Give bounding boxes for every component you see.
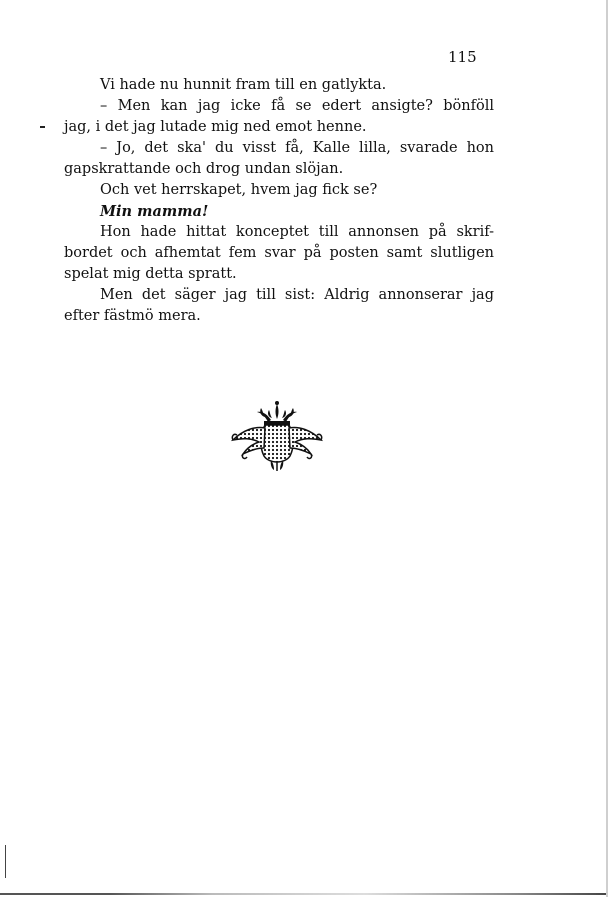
text-line: spelat mig detta spratt.: [64, 266, 237, 282]
text-line: jag, i det jag lutade mig ned emot henne.: [64, 119, 367, 135]
text-line: – Jo, det ska' du visst få, Kalle lilla, svarade hon: [100, 140, 494, 156]
text-line: bordet och afhemtat fem svar på posten samt slutligen: [64, 245, 494, 261]
text-line: Vi hade nu hunnit fram till en gatlykta.: [100, 77, 387, 93]
body-text: [64, 75, 494, 327]
scan-edge-left: [5, 845, 6, 878]
scan-edge-bottom: [0, 893, 608, 895]
text-line: efter fästmö mera.: [64, 308, 201, 324]
page-number: 115: [448, 48, 477, 66]
margin-mark: [40, 126, 45, 128]
text-line: Hon hade hittat konceptet till annonsen på skrif-: [100, 224, 494, 240]
text-line: – Men kan jag icke få se edert ansigte? bönföll: [100, 98, 494, 114]
text-line: Och vet herrskapet, hvem jag fick se?: [100, 182, 378, 198]
floral-vignette-icon: [231, 400, 323, 472]
text-line: Men det säger jag till sist: Aldrig annonserar jag: [100, 287, 494, 303]
text-line-emphasis: Min mamma!: [100, 203, 209, 220]
text-line: gapskrattande och drog undan slöjan.: [64, 161, 344, 177]
